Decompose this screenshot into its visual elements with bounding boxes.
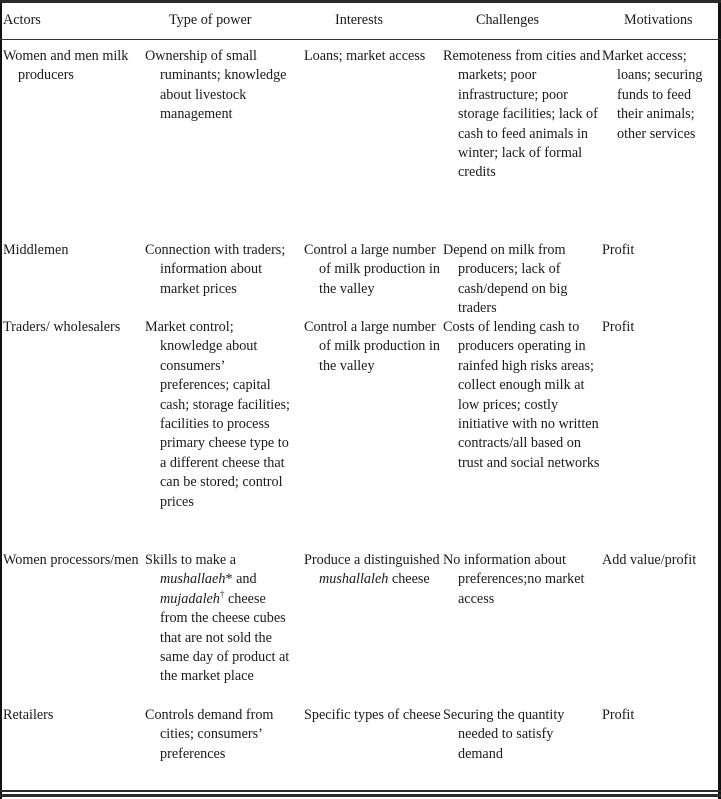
cell-interests	[304, 551, 444, 590]
cell-type-of-power	[145, 551, 295, 687]
cell-actors: Retailers	[3, 707, 54, 723]
text: Skills to make a	[145, 552, 237, 568]
cell-actors: Women processors/men	[3, 552, 139, 568]
cell-challenges: Securing the quantity needed to satisfy demand	[443, 707, 565, 762]
cell-challenges: Remoteness from cities and markets; poor infrastructure; poor storage facilities; lack of cash to feed animals in winter; lack of formal credits	[443, 48, 601, 181]
cell-challenges: No information about preferences;no market access	[443, 552, 585, 607]
bottom-rule	[0, 790, 721, 792]
cell-type-of-power: Connection with traders; information about market prices	[145, 242, 286, 297]
header-rule	[0, 39, 721, 40]
term-mushallaleh: mushallaleh	[319, 571, 389, 588]
bottom-rule-double	[0, 794, 721, 797]
cell-type-of-power: Controls demand from cities; consumers’ preferences	[145, 707, 274, 762]
cell-motivations: Profit	[602, 319, 635, 335]
footnote-mark: *	[225, 571, 233, 588]
text: and	[232, 571, 257, 588]
header-interests: Interests	[335, 12, 384, 28]
cell-actors: Middlemen	[3, 242, 69, 258]
table-header	[0, 11, 721, 31]
cell-interests: Specific types of cheese	[304, 707, 441, 723]
cell-motivations: Add value/profit	[602, 552, 697, 568]
footnote-mark: †	[219, 588, 225, 599]
cell-type-of-power: Ownership of small ruminants; knowledge about livestock management	[145, 48, 287, 123]
cell-interests: Loans; market access	[304, 48, 426, 64]
cell-challenges: Depend on milk from producers; lack of cash/depend on big traders	[443, 242, 568, 317]
header-motivations: Motivations	[624, 12, 693, 28]
cell-type-of-power: Market control; knowledge about consumers’ preferences; capital cash; storage facilities; facilities to process primary cheese type to a different cheese that can be stored; control prices	[145, 319, 291, 510]
header-type-of-power: Type of power	[169, 12, 252, 28]
header-challenges: Challenges	[476, 12, 540, 28]
text: cheese from the cheese cubes that are not sold the same day of product at the market place	[160, 590, 290, 685]
text: Produce a distinguished	[304, 552, 440, 568]
cell-motivations: Profit	[602, 242, 635, 258]
cell-interests: Control a large number of milk production in the valley	[304, 242, 440, 297]
cell-interests: Control a large number of milk production in the valley	[304, 319, 440, 374]
header-actors: Actors	[3, 12, 41, 28]
term-mujadaleh: mujadaleh	[160, 590, 220, 607]
cell-motivations: Market access; loans; securing funds to feed their animals; other services	[602, 48, 703, 142]
cell-challenges: Costs of lending cash to producers operating in rainfed high risks areas; collect enough milk at low prices; costly initiative with no written contracts/all based on trust and social networks	[443, 319, 600, 471]
top-rule	[0, 0, 721, 3]
cell-actors: Traders/ wholesalers	[3, 319, 121, 335]
term-mushallaeh: mushallaeh	[160, 571, 226, 588]
cell-motivations: Profit	[602, 707, 635, 723]
text: cheese	[388, 571, 430, 588]
cell-actors: Women and men milk producers	[3, 48, 129, 84]
